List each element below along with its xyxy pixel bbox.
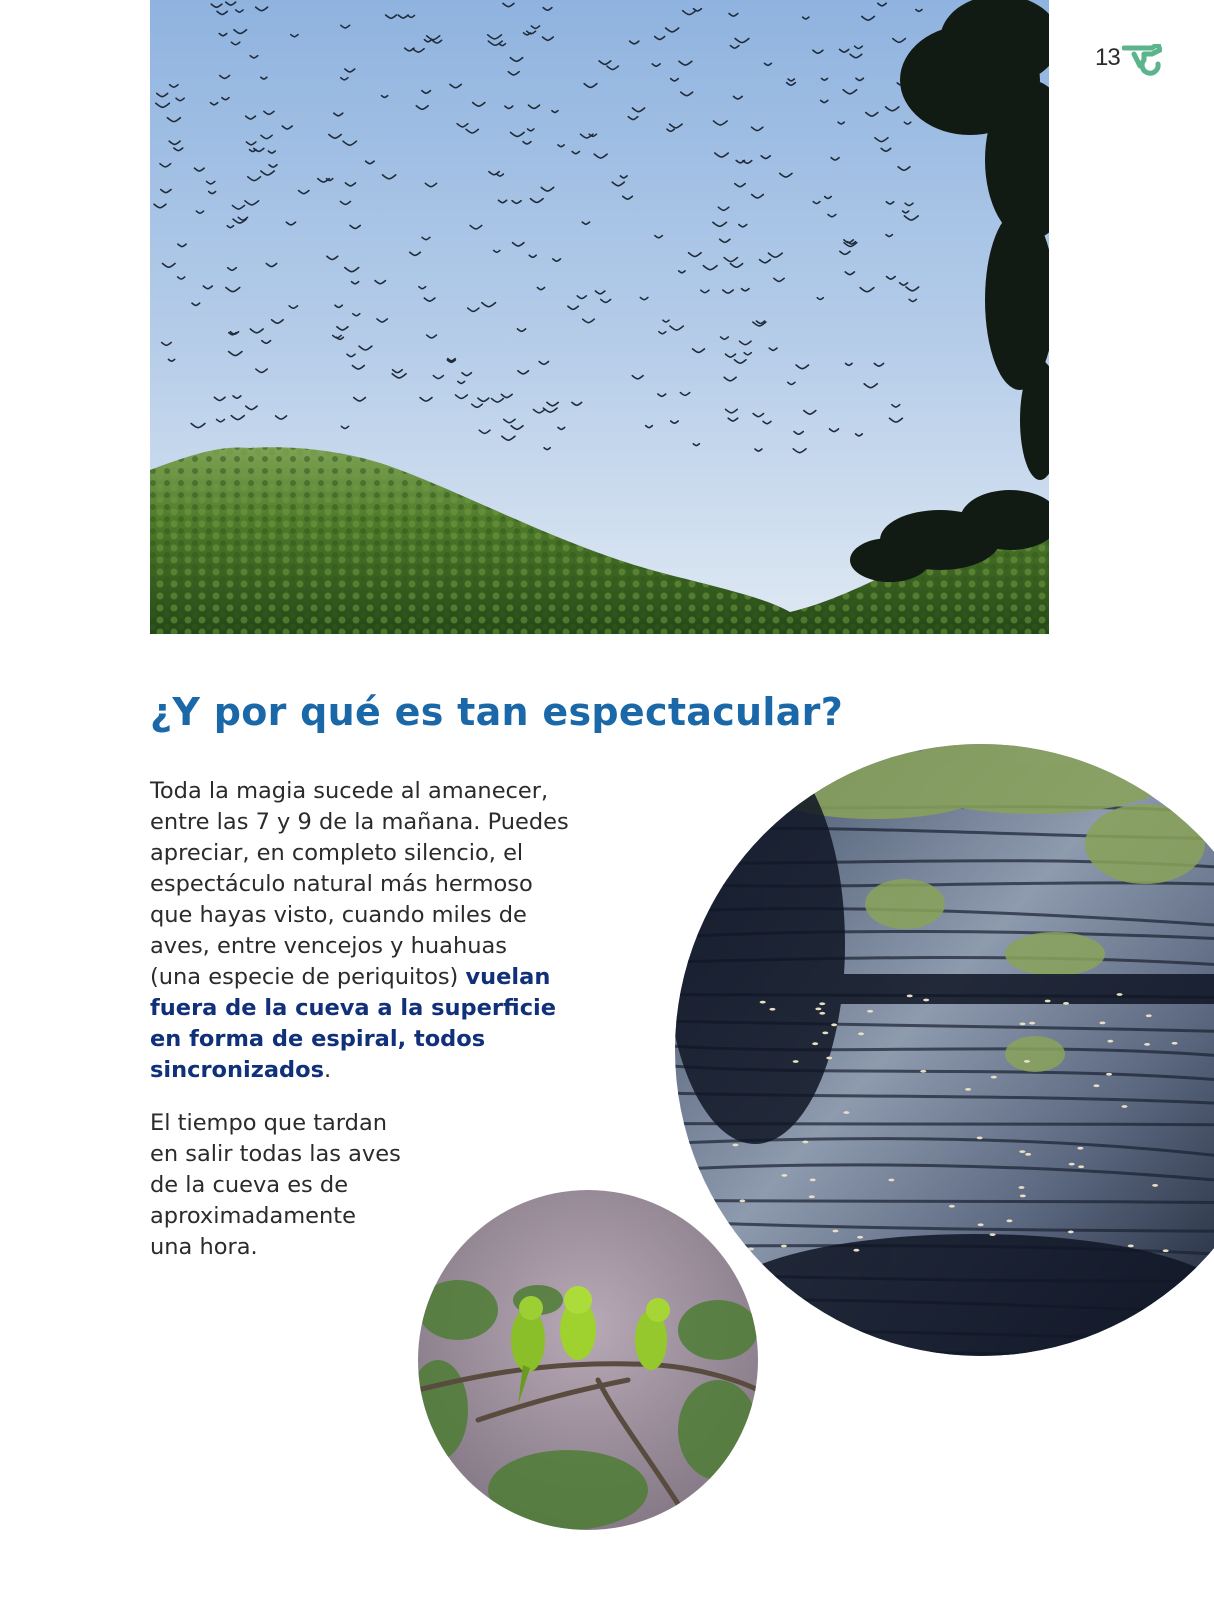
cave-bird: [1020, 1022, 1026, 1025]
cave-bird: [888, 1179, 894, 1182]
cave-bird: [1006, 1219, 1012, 1222]
cave-bird: [1069, 1163, 1075, 1166]
cave-bird: [815, 1007, 821, 1010]
cave-bird: [1063, 1002, 1069, 1005]
cave-bird: [781, 1245, 787, 1248]
page-number: 13: [1095, 44, 1120, 71]
cave-bird: [1099, 1021, 1105, 1024]
cave-bird: [1144, 1043, 1150, 1046]
cave-bird: [1152, 1184, 1158, 1187]
cave-bird: [867, 1010, 873, 1013]
paragraph-line: aves, entre vencejos y huahuas: [150, 933, 507, 959]
cave-bird: [965, 1088, 971, 1091]
cave-bird: [819, 1012, 825, 1015]
paragraph-line: [150, 962, 660, 993]
cave-bird: [1117, 993, 1123, 996]
cave-bird: [1045, 1000, 1051, 1003]
cave-bird: [1172, 1042, 1178, 1045]
cave-bird: [920, 1070, 926, 1073]
cave-bird: [810, 1179, 816, 1182]
cave-bird: [812, 1042, 818, 1045]
paragraph-line: El tiempo que tardan: [150, 1110, 387, 1136]
cave-bird: [853, 1249, 859, 1252]
hero-photo-illustration: [150, 0, 1049, 634]
cave-bird: [826, 1057, 832, 1060]
cave-bird: [1121, 1105, 1127, 1108]
parrots-circle-photo: [418, 1190, 758, 1530]
section-heading: ¿Y por qué es tan espectacular?: [150, 690, 844, 734]
cave-bird: [769, 1008, 775, 1011]
paragraph-line: [150, 1055, 660, 1086]
cave-bird: [822, 1031, 828, 1034]
hero-photo: [150, 0, 1049, 634]
paragraph-line: en salir todas las aves: [150, 1141, 401, 1167]
cave-bird: [843, 1111, 849, 1114]
cave-bird: [978, 1223, 984, 1226]
cave-bird: [831, 1023, 837, 1026]
cave-bird: [1093, 1084, 1099, 1087]
cave-bird: [1018, 1186, 1024, 1189]
cave-bird: [1107, 1040, 1113, 1043]
brand-logo-icon: [1122, 44, 1162, 78]
paragraph-line: aproximadamente: [150, 1203, 356, 1229]
cave-bird: [781, 1174, 787, 1177]
cave-bird: [990, 1233, 996, 1236]
cave-bird: [857, 1236, 863, 1239]
highlight-line: en forma de espiral, todos: [150, 1026, 486, 1052]
paragraph-line: una hora.: [150, 1234, 258, 1260]
highlight-text: vuelan: [465, 964, 551, 990]
intro-paragraph: [150, 776, 660, 1086]
highlight-text: sincronizados: [150, 1057, 324, 1083]
cave-bird: [802, 1141, 808, 1144]
cave-bird: [1019, 1150, 1025, 1153]
cave-bird: [1077, 1147, 1083, 1150]
cave-bird: [732, 1144, 738, 1147]
paragraph-line: de la cueva es de: [150, 1172, 349, 1198]
cave-bird: [1024, 1060, 1030, 1063]
paragraph-end: .: [323, 1057, 332, 1083]
cave-bird: [1020, 1195, 1026, 1198]
paragraph-line: espectáculo natural más hermoso: [150, 871, 533, 897]
cave-bird: [1146, 1014, 1152, 1017]
cave-bird: [1068, 1231, 1074, 1234]
cave-bird: [1106, 1073, 1112, 1076]
cave-bird: [923, 999, 929, 1002]
cave-bird: [1078, 1165, 1084, 1168]
cave-bird: [907, 994, 913, 997]
cave-bird: [949, 1205, 955, 1208]
cave-bird: [1128, 1244, 1134, 1247]
parrots-photo-illustration: [418, 1190, 758, 1530]
paragraph-line: que hayas visto, cuando miles de: [150, 902, 527, 928]
paragraph-line: entre las 7 y 9 de la mañana. Puedes: [150, 809, 569, 835]
paragraph-line: Toda la magia sucede al amanecer,: [150, 778, 549, 804]
cave-bird: [977, 1137, 983, 1140]
highlight-line: fuera de la cueva a la superficie: [150, 995, 557, 1021]
cave-bird: [760, 1001, 766, 1004]
paragraph-line-text: (una especie de periquitos): [150, 964, 466, 990]
cave-bird: [991, 1076, 997, 1079]
cave-bird: [832, 1230, 838, 1233]
cave-bird: [809, 1195, 815, 1198]
cave-bird: [1163, 1249, 1169, 1252]
cave-bird: [793, 1060, 799, 1063]
paragraph-line: apreciar, en completo silencio, el: [150, 840, 524, 866]
cave-bird: [1029, 1022, 1035, 1025]
cave-bird: [858, 1032, 864, 1035]
cave-bird: [1025, 1153, 1031, 1156]
cave-bird: [819, 1002, 825, 1005]
